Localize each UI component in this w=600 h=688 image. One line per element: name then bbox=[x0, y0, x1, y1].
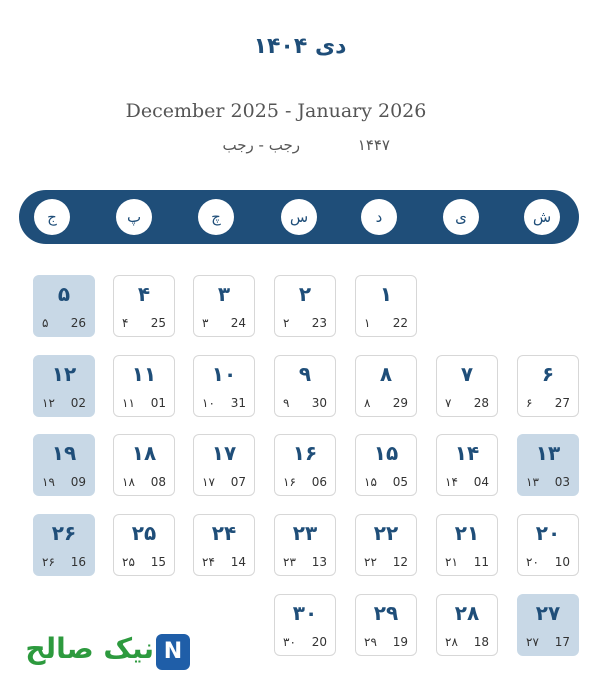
hijri-day-number: ۲۲ bbox=[364, 555, 377, 569]
hijri-day-number: ۱۱ bbox=[122, 396, 135, 410]
gregorian-day-number: 11 bbox=[473, 555, 489, 569]
day-cell[interactable] bbox=[436, 594, 498, 656]
hijri-day-number: ۷ bbox=[445, 396, 452, 410]
hijri-day-number: ۳۰ bbox=[283, 635, 296, 649]
gregorian-day-number: 15 bbox=[150, 555, 166, 569]
weekday-label: س bbox=[281, 199, 317, 235]
day-cell-holiday[interactable] bbox=[33, 275, 95, 337]
shamsi-day-number: ۷ bbox=[460, 362, 474, 386]
gregorian-day-number: 02 bbox=[70, 396, 86, 410]
shamsi-day-number: ۲ bbox=[298, 282, 312, 306]
gregorian-day-number: 24 bbox=[230, 316, 246, 330]
shamsi-day-number: ۲۶ bbox=[51, 521, 77, 545]
shamsi-day-number: ۲۰ bbox=[535, 521, 561, 545]
hijri-day-number: ۱۲ bbox=[42, 396, 55, 410]
site-logo bbox=[4, 624, 192, 680]
hijri-day-number: ۱۵ bbox=[364, 475, 377, 489]
weekday-label: ش bbox=[524, 199, 560, 235]
day-cell[interactable] bbox=[274, 514, 336, 576]
hijri-day-number: ۴ bbox=[122, 316, 129, 330]
shamsi-day-number: ۲۴ bbox=[211, 521, 237, 545]
logo-mark-icon: N bbox=[156, 634, 190, 670]
day-cell[interactable] bbox=[436, 434, 498, 496]
weekday-label: ج bbox=[34, 199, 70, 235]
logo-text: نیک صالح bbox=[25, 632, 154, 665]
day-cell[interactable] bbox=[355, 434, 417, 496]
gregorian-day-number: 26 bbox=[70, 316, 86, 330]
hijri-day-number: ۲۰ bbox=[526, 555, 539, 569]
gregorian-day-number: 13 bbox=[311, 555, 327, 569]
shamsi-day-number: ۶ bbox=[541, 362, 555, 386]
hijri-day-number: ۲۴ bbox=[202, 555, 215, 569]
shamsi-day-number: ۵ bbox=[57, 282, 71, 306]
hijri-row bbox=[210, 136, 390, 158]
gregorian-day-number: 03 bbox=[554, 475, 570, 489]
gregorian-day-number: 22 bbox=[392, 316, 408, 330]
gregorian-day-number: 18 bbox=[473, 635, 489, 649]
hijri-day-number: ۲۶ bbox=[42, 555, 55, 569]
gregorian-day-number: 23 bbox=[311, 316, 327, 330]
hijri-day-number: ۶ bbox=[526, 396, 533, 410]
hijri-day-number: ۲۳ bbox=[283, 555, 296, 569]
shamsi-day-number: ۱۷ bbox=[211, 441, 237, 465]
hijri-day-number: ۲۸ bbox=[445, 635, 458, 649]
gregorian-day-number: 14 bbox=[230, 555, 246, 569]
gregorian-day-number: 20 bbox=[311, 635, 327, 649]
hijri-year: ۱۴۴۷ bbox=[357, 136, 390, 154]
shamsi-day-number: ۲۵ bbox=[131, 521, 157, 545]
day-cell-holiday[interactable] bbox=[33, 514, 95, 576]
hijri-day-number: ۲۱ bbox=[445, 555, 458, 569]
gregorian-day-number: 07 bbox=[230, 475, 246, 489]
gregorian-day-number: 01 bbox=[150, 396, 166, 410]
day-cell[interactable] bbox=[355, 514, 417, 576]
shamsi-day-number: ۱ bbox=[379, 282, 393, 306]
gregorian-day-number: 08 bbox=[150, 475, 166, 489]
day-cell[interactable] bbox=[193, 514, 255, 576]
shamsi-day-number: ۲۷ bbox=[535, 601, 561, 625]
hijri-day-number: ۲۷ bbox=[526, 635, 539, 649]
shamsi-day-number: ۱۱ bbox=[131, 362, 157, 386]
gregorian-day-number: 17 bbox=[554, 635, 570, 649]
shamsi-day-number: ۲۸ bbox=[454, 601, 480, 625]
hijri-day-number: ۱۹ bbox=[42, 475, 55, 489]
day-cell[interactable] bbox=[274, 434, 336, 496]
month-title: دی ۱۴۰۴ bbox=[253, 34, 347, 59]
gregorian-range: December 2025 - January 2026 bbox=[125, 100, 427, 122]
hijri-day-number: ۱۷ bbox=[202, 475, 215, 489]
hijri-day-number: ۲۵ bbox=[122, 555, 135, 569]
day-cell[interactable] bbox=[113, 355, 175, 417]
shamsi-day-number: ۱۲ bbox=[51, 362, 77, 386]
day-cell[interactable] bbox=[517, 514, 579, 576]
weekday-label: ی bbox=[443, 199, 479, 235]
day-cell-holiday[interactable] bbox=[33, 434, 95, 496]
gregorian-day-number: 19 bbox=[392, 635, 408, 649]
gregorian-day-number: 28 bbox=[473, 396, 489, 410]
gregorian-day-number: 09 bbox=[70, 475, 86, 489]
shamsi-day-number: ۲۲ bbox=[373, 521, 399, 545]
shamsi-day-number: ۳۰ bbox=[292, 601, 318, 625]
hijri-day-number: ۲۹ bbox=[364, 635, 377, 649]
hijri-day-number: ۱۶ bbox=[283, 475, 296, 489]
weekday-bar bbox=[19, 190, 579, 244]
shamsi-day-number: ۲۱ bbox=[454, 521, 480, 545]
shamsi-day-number: ۱۶ bbox=[292, 441, 318, 465]
weekday-label: چ bbox=[198, 199, 234, 235]
gregorian-day-number: 10 bbox=[554, 555, 570, 569]
day-cell[interactable] bbox=[355, 355, 417, 417]
shamsi-day-number: ۲۳ bbox=[292, 521, 318, 545]
day-cell-holiday[interactable] bbox=[33, 355, 95, 417]
gregorian-day-number: 30 bbox=[311, 396, 327, 410]
gregorian-day-number: 27 bbox=[554, 396, 570, 410]
shamsi-day-number: ۱۳ bbox=[535, 441, 561, 465]
day-cell[interactable] bbox=[274, 594, 336, 656]
day-cell[interactable] bbox=[113, 434, 175, 496]
day-cell-holiday[interactable] bbox=[517, 594, 579, 656]
shamsi-day-number: ۱۹ bbox=[51, 441, 77, 465]
shamsi-day-number: ۹ bbox=[298, 362, 312, 386]
gregorian-day-number: 25 bbox=[150, 316, 166, 330]
hijri-day-number: ۸ bbox=[364, 396, 371, 410]
hijri-day-number: ۹ bbox=[283, 396, 290, 410]
gregorian-day-number: 05 bbox=[392, 475, 408, 489]
hijri-day-number: ۱۴ bbox=[445, 475, 458, 489]
weekday-label: پ bbox=[116, 199, 152, 235]
gregorian-day-number: 12 bbox=[392, 555, 408, 569]
day-cell-holiday[interactable] bbox=[517, 434, 579, 496]
day-cell[interactable] bbox=[193, 275, 255, 337]
gregorian-day-number: 29 bbox=[392, 396, 408, 410]
gregorian-day-number: 04 bbox=[473, 475, 489, 489]
gregorian-day-number: 31 bbox=[230, 396, 246, 410]
day-cell[interactable] bbox=[436, 514, 498, 576]
day-cell[interactable] bbox=[193, 434, 255, 496]
shamsi-day-number: ۱۰ bbox=[211, 362, 237, 386]
day-cell[interactable] bbox=[274, 275, 336, 337]
hijri-day-number: ۱ bbox=[364, 316, 371, 330]
hijri-day-number: ۳ bbox=[202, 316, 209, 330]
day-cell[interactable] bbox=[193, 355, 255, 417]
day-cell[interactable] bbox=[113, 514, 175, 576]
hijri-day-number: ۲ bbox=[283, 316, 290, 330]
shamsi-day-number: ۳ bbox=[217, 282, 231, 306]
day-cell[interactable] bbox=[355, 594, 417, 656]
shamsi-day-number: ۱۴ bbox=[454, 441, 480, 465]
day-cell[interactable] bbox=[113, 275, 175, 337]
shamsi-day-number: ۴ bbox=[137, 282, 151, 306]
day-cell[interactable] bbox=[355, 275, 417, 337]
hijri-day-number: ۱۸ bbox=[122, 475, 135, 489]
day-cell[interactable] bbox=[274, 355, 336, 417]
hijri-day-number: ۱۳ bbox=[526, 475, 539, 489]
gregorian-day-number: 06 bbox=[311, 475, 327, 489]
shamsi-day-number: ۱۵ bbox=[373, 441, 399, 465]
hijri-day-number: ۱۰ bbox=[202, 396, 215, 410]
day-cell[interactable] bbox=[436, 355, 498, 417]
hijri-day-number: ۵ bbox=[42, 316, 49, 330]
weekday-label: د bbox=[361, 199, 397, 235]
shamsi-day-number: ۲۹ bbox=[373, 601, 399, 625]
shamsi-day-number: ۸ bbox=[379, 362, 393, 386]
day-cell[interactable] bbox=[517, 355, 579, 417]
hijri-months: رجب - رجب bbox=[222, 136, 300, 154]
gregorian-day-number: 16 bbox=[70, 555, 86, 569]
shamsi-day-number: ۱۸ bbox=[131, 441, 157, 465]
